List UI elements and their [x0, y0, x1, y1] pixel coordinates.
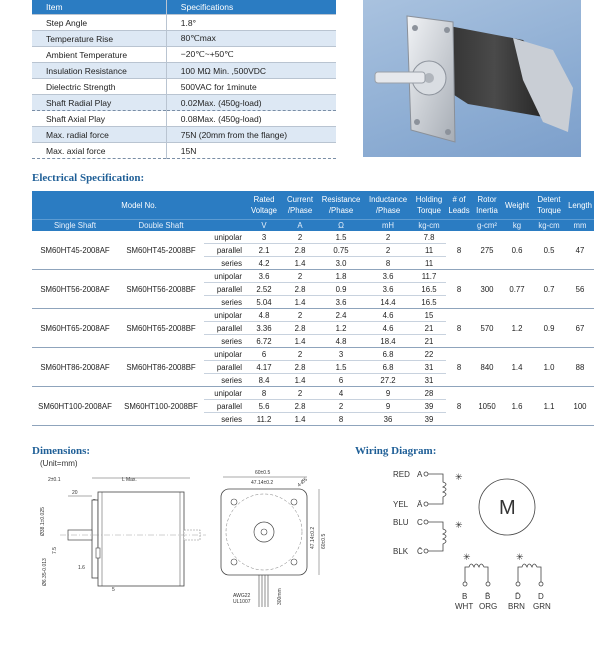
- holding-torque: 39: [412, 400, 446, 413]
- weight: 1.6: [502, 387, 532, 426]
- holding-torque: 22: [412, 348, 446, 361]
- length: 88: [566, 348, 594, 387]
- drive-mode: unipolar: [204, 348, 246, 361]
- holding-torque: 21: [412, 322, 446, 335]
- inductance-phase: 27.2: [364, 374, 412, 387]
- header-rotor-inertia: Rotor Inertia: [472, 191, 502, 220]
- inductance-phase: 9: [364, 387, 412, 400]
- elec-unit-row: [32, 220, 594, 232]
- wire-label-brn: BRN: [508, 602, 525, 611]
- length: 100: [566, 387, 594, 426]
- unit-inductance: mH: [364, 220, 412, 232]
- spec-row: [32, 31, 336, 47]
- spec-value: 500VAC for 1minute: [166, 79, 336, 95]
- detent-torque: 1.0: [532, 348, 566, 387]
- unit-voltage: V: [246, 220, 282, 232]
- inductance-phase: 2: [364, 231, 412, 244]
- inductance-phase: 8: [364, 257, 412, 270]
- drive-mode: parallel: [204, 361, 246, 374]
- rated-voltage: 5.04: [246, 296, 282, 309]
- phase-dot-c-icon: ✳: [455, 520, 463, 530]
- holding-torque: 28: [412, 387, 446, 400]
- holding-torque: 16.5: [412, 296, 446, 309]
- wire-label-red: RED: [393, 470, 410, 479]
- current-phase: 1.4: [282, 413, 318, 426]
- rated-voltage: 6.72: [246, 335, 282, 348]
- resistance-phase: 4: [318, 387, 364, 400]
- spec-value: 15N: [166, 143, 336, 159]
- elec-row: [32, 309, 594, 322]
- weight: 1.2: [502, 309, 532, 348]
- holding-torque: 21: [412, 335, 446, 348]
- spec-row: [32, 111, 336, 127]
- inductance-phase: 4.6: [364, 309, 412, 322]
- model-double-shaft: SM60HT86-2008BF: [118, 348, 204, 387]
- current-phase: 1.4: [282, 335, 318, 348]
- drive-mode: series: [204, 335, 246, 348]
- spec-value: 0.02Max. (450g-load): [166, 95, 336, 111]
- rated-voltage: 4.2: [246, 257, 282, 270]
- lead-count: 8: [446, 231, 472, 270]
- dim-front-d1: 60±0.5: [255, 470, 271, 476]
- elec-row: [32, 270, 594, 283]
- rated-voltage: 3.36: [246, 322, 282, 335]
- dim-front-wire2: UL1007: [233, 599, 251, 605]
- wire-letter-d: D: [538, 592, 544, 601]
- dim-front-d4: 47.14±0.2: [310, 526, 316, 549]
- resistance-phase: 1.5: [318, 361, 364, 374]
- holding-torque: 31: [412, 361, 446, 374]
- dim-side-d7: Ø6.35-0.013: [42, 558, 48, 586]
- header-length: Length: [566, 191, 594, 220]
- inductance-phase: 4.6: [364, 322, 412, 335]
- drive-mode: unipolar: [204, 231, 246, 244]
- wire-letter-a: A: [417, 470, 423, 479]
- phase-dot-d-icon: ✳: [516, 552, 524, 562]
- rated-voltage: 6: [246, 348, 282, 361]
- spec-row: [32, 127, 336, 143]
- rotor-inertia: 300: [472, 270, 502, 309]
- resistance-phase: 2: [318, 400, 364, 413]
- rotor-inertia: 840: [472, 348, 502, 387]
- spec-value: 100 MΩ Min. ,500VDC: [166, 63, 336, 79]
- model-double-shaft: SM60HT56-2008BF: [118, 270, 204, 309]
- header-inductance: Inductance /Phase: [364, 191, 412, 220]
- unit-leads: [446, 220, 472, 232]
- dim-front-d2: 47.14±0.2: [251, 480, 274, 486]
- spec-header-item: Item: [32, 0, 166, 15]
- inductance-phase: 14.4: [364, 296, 412, 309]
- inductance-phase: 36: [364, 413, 412, 426]
- current-phase: 2: [282, 270, 318, 283]
- resistance-phase: 1.5: [318, 231, 364, 244]
- unit-inertia: g-cm²: [472, 220, 502, 232]
- spec-row: [32, 79, 336, 95]
- dim-front-lead: 300mm: [277, 588, 283, 605]
- current-phase: 2: [282, 387, 318, 400]
- length: 67: [566, 309, 594, 348]
- spec-row: [32, 143, 336, 159]
- rated-voltage: 11.2: [246, 413, 282, 426]
- unit-detent: kg-cm: [532, 220, 566, 232]
- dim-side-d2: L Max.: [122, 477, 137, 483]
- spec-row: [32, 63, 336, 79]
- elec-row: [32, 231, 594, 244]
- elec-body: [32, 231, 594, 426]
- model-single-shaft: SM60HT86-2008AF: [32, 348, 118, 387]
- weight: 0.6: [502, 231, 532, 270]
- dim-side-d3: 20: [72, 490, 78, 496]
- wire-label-blu: BLU: [393, 518, 409, 527]
- resistance-phase: 6: [318, 374, 364, 387]
- holding-torque: 11.7: [412, 270, 446, 283]
- elec-row: [32, 348, 594, 361]
- dim-front-wire: AWG22: [233, 593, 251, 599]
- wire-letter-cbar: C̄: [417, 547, 423, 556]
- weight: 0.77: [502, 270, 532, 309]
- header-model-no: Model No.: [32, 191, 246, 220]
- wiring-diagram: [385, 462, 575, 617]
- unit-double-shaft: Double Shaft: [118, 220, 204, 232]
- rated-voltage: 5.6: [246, 400, 282, 413]
- current-phase: 2: [282, 231, 318, 244]
- header-resistance: Resistance /Phase: [318, 191, 364, 220]
- spec-item: Insulation Resistance: [32, 63, 166, 79]
- drive-mode: unipolar: [204, 270, 246, 283]
- unit-torque: kg-cm: [412, 220, 446, 232]
- unit-current: A: [282, 220, 318, 232]
- model-single-shaft: SM60HT65-2008AF: [32, 309, 118, 348]
- spec-row: [32, 15, 336, 31]
- wire-label-wht: WHT: [455, 602, 474, 611]
- drive-mode: unipolar: [204, 387, 246, 400]
- model-double-shaft: SM60HT45-2008BF: [118, 231, 204, 270]
- drive-mode: series: [204, 296, 246, 309]
- spec-value: 1.8°: [166, 15, 336, 31]
- current-phase: 2.8: [282, 244, 318, 257]
- lead-count: 8: [446, 387, 472, 426]
- lead-count: 8: [446, 348, 472, 387]
- motor-symbol-icon: M: [499, 497, 516, 519]
- holding-torque: 31: [412, 374, 446, 387]
- drive-mode: unipolar: [204, 309, 246, 322]
- inductance-phase: 6.8: [364, 348, 412, 361]
- dim-side-d9: 5: [112, 587, 115, 593]
- wire-label-grn: GRN: [533, 602, 551, 611]
- dim-side-d5: Ø38.1±0.025: [40, 507, 46, 536]
- detent-torque: 0.5: [532, 231, 566, 270]
- holding-torque: 39: [412, 413, 446, 426]
- current-phase: 2.8: [282, 361, 318, 374]
- rated-voltage: 4.8: [246, 309, 282, 322]
- front-view-drawing: [215, 465, 340, 610]
- elec-row: [32, 387, 594, 400]
- dim-front-d5: 60±0.5: [321, 533, 327, 549]
- rated-voltage: 8: [246, 387, 282, 400]
- wire-letter-abar: Ā: [417, 500, 423, 509]
- wire-letter-c: C: [417, 518, 423, 527]
- header-detent-torque: Detent Torque: [532, 191, 566, 220]
- wire-letter-dbar: D̄: [515, 592, 521, 601]
- detent-torque: 1.1: [532, 387, 566, 426]
- resistance-phase: 4.8: [318, 335, 364, 348]
- length: 47: [566, 231, 594, 270]
- spec-item: Temperature Rise: [32, 31, 166, 47]
- wire-letter-bbar: B̄: [485, 592, 491, 601]
- header-leads: # of Leads: [446, 191, 472, 220]
- spec-row: [32, 95, 336, 111]
- drive-mode: parallel: [204, 244, 246, 257]
- resistance-phase: 0.75: [318, 244, 364, 257]
- holding-torque: 16.5: [412, 283, 446, 296]
- model-double-shaft: SM60HT65-2008BF: [118, 309, 204, 348]
- motor-photo: [363, 0, 581, 157]
- header-weight: Weight: [502, 191, 532, 220]
- model-single-shaft: SM60HT100-2008AF: [32, 387, 118, 426]
- resistance-phase: 2.4: [318, 309, 364, 322]
- resistance-phase: 3.6: [318, 296, 364, 309]
- elec-header-row: [32, 191, 594, 220]
- spec-value: −20℃~+50℃: [166, 47, 336, 63]
- spec-item: Step Angle: [32, 15, 166, 31]
- inductance-phase: 18.4: [364, 335, 412, 348]
- side-view-drawing: [30, 470, 210, 600]
- model-single-shaft: SM60HT45-2008AF: [32, 231, 118, 270]
- resistance-phase: 0.9: [318, 283, 364, 296]
- drive-mode: parallel: [204, 322, 246, 335]
- phase-dot-b-icon: ✳: [463, 552, 471, 562]
- current-phase: 2: [282, 309, 318, 322]
- spec-item: Shaft Axial Play: [32, 111, 166, 127]
- inductance-phase: 6.8: [364, 361, 412, 374]
- unit-note: (Unit=mm): [40, 459, 78, 468]
- unit-single-shaft: Single Shaft: [32, 220, 118, 232]
- resistance-phase: 3.0: [318, 257, 364, 270]
- model-single-shaft: SM60HT56-2008AF: [32, 270, 118, 309]
- weight: 1.4: [502, 348, 532, 387]
- detent-torque: 0.9: [532, 309, 566, 348]
- current-phase: 2.8: [282, 400, 318, 413]
- inductance-phase: 3.6: [364, 283, 412, 296]
- phase-dot-a-icon: ✳: [455, 472, 463, 482]
- rated-voltage: 4.17: [246, 361, 282, 374]
- current-phase: 2.8: [282, 283, 318, 296]
- wire-label-org: ORG: [479, 602, 498, 611]
- holding-torque: 11: [412, 244, 446, 257]
- drive-mode: parallel: [204, 283, 246, 296]
- electrical-section-title: Electrical Specification:: [32, 172, 145, 184]
- rated-voltage: 8.4: [246, 374, 282, 387]
- wiring-title: Wiring Diagram:: [355, 445, 437, 457]
- spec-item: Shaft Radial Play: [32, 95, 166, 111]
- dim-side-d1: 2±0.1: [48, 477, 61, 483]
- inductance-phase: 9: [364, 400, 412, 413]
- drive-mode: series: [204, 257, 246, 270]
- model-double-shaft: SM60HT100-2008BF: [118, 387, 204, 426]
- spec-item: Max. axial force: [32, 143, 166, 159]
- detent-torque: 0.7: [532, 270, 566, 309]
- dim-side-d6: 7.5: [52, 547, 58, 554]
- current-phase: 1.4: [282, 257, 318, 270]
- holding-torque: 11: [412, 257, 446, 270]
- drive-mode: parallel: [204, 400, 246, 413]
- rated-voltage: 2.52: [246, 283, 282, 296]
- inductance-phase: 2: [364, 244, 412, 257]
- header-rated-voltage: Rated Voltage: [246, 191, 282, 220]
- length: 56: [566, 270, 594, 309]
- inductance-phase: 3.6: [364, 270, 412, 283]
- spec-item: Max. radial force: [32, 127, 166, 143]
- electrical-table: [32, 191, 594, 426]
- spec-row: [32, 47, 336, 63]
- lead-count: 8: [446, 270, 472, 309]
- unit-resistance: Ω: [318, 220, 364, 232]
- unit-length: mm: [566, 220, 594, 232]
- current-phase: 2: [282, 348, 318, 361]
- lead-count: 8: [446, 309, 472, 348]
- spec-header-spec: Specifications: [166, 0, 336, 15]
- header-current: Current /Phase: [282, 191, 318, 220]
- spec-item: Ambient Temperature: [32, 47, 166, 63]
- holding-torque: 7.8: [412, 231, 446, 244]
- header-holding-torque: Holding Torque: [412, 191, 446, 220]
- current-phase: 1.4: [282, 296, 318, 309]
- rotor-inertia: 275: [472, 231, 502, 270]
- rated-voltage: 2.1: [246, 244, 282, 257]
- holding-torque: 15: [412, 309, 446, 322]
- resistance-phase: 3: [318, 348, 364, 361]
- wire-label-blk: BLK: [393, 547, 409, 556]
- dim-side-d8: 1.6: [78, 565, 85, 571]
- rated-voltage: 3: [246, 231, 282, 244]
- spec-value: 0.08Max. (450g-load): [166, 111, 336, 127]
- spec-value: 75N (20mm from the flange): [166, 127, 336, 143]
- drive-mode: series: [204, 374, 246, 387]
- unit-weight: kg: [502, 220, 532, 232]
- spec-value: 80℃max: [166, 31, 336, 47]
- spec-table: [32, 0, 336, 159]
- rated-voltage: 3.6: [246, 270, 282, 283]
- resistance-phase: 8: [318, 413, 364, 426]
- current-phase: 2.8: [282, 322, 318, 335]
- resistance-phase: 1.2: [318, 322, 364, 335]
- rotor-inertia: 570: [472, 309, 502, 348]
- unit-blank: [204, 220, 246, 232]
- rotor-inertia: 1050: [472, 387, 502, 426]
- drive-mode: series: [204, 413, 246, 426]
- wire-letter-b: B: [462, 592, 468, 601]
- stepper-motor-image: [363, 0, 581, 157]
- dim-front-d3: 4-Ø5: [296, 476, 309, 489]
- spec-header-row: [32, 0, 336, 15]
- dimensions-title: Dimensions:: [32, 445, 91, 457]
- resistance-phase: 1.8: [318, 270, 364, 283]
- wire-label-yel: YEL: [393, 500, 409, 509]
- current-phase: 1.4: [282, 374, 318, 387]
- spec-item: Dielectric Strength: [32, 79, 166, 95]
